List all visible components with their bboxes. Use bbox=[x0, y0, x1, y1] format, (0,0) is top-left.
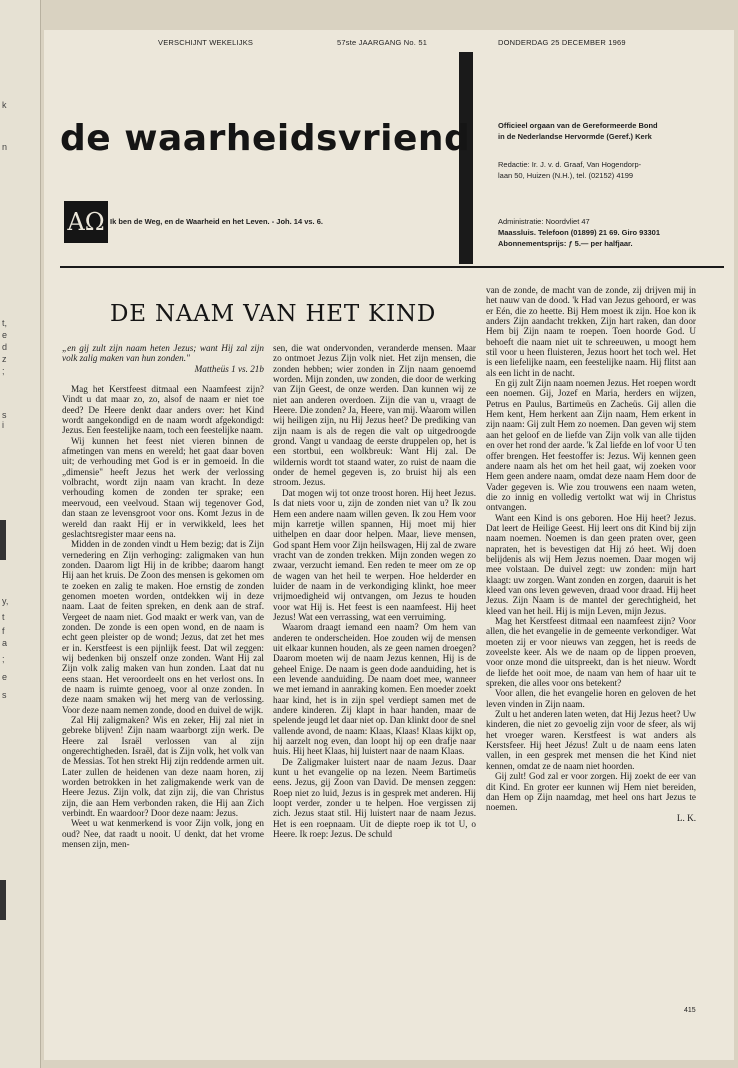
margin-mark: z bbox=[2, 354, 7, 364]
masthead-motto: Ik ben de Weg, en de Waarheid en het Leven. - Joh. 14 vs. 6. bbox=[110, 217, 323, 226]
margin-mark: f bbox=[2, 626, 5, 636]
organ-info bbox=[498, 120, 658, 142]
margin-mark: s bbox=[2, 410, 7, 420]
organ-line: in de Nederlandse Hervormde (Geref.) Kerk bbox=[498, 132, 652, 141]
admin-line: Maassluis. Telefoon (01899) 21 69. Giro 93301 bbox=[498, 228, 661, 237]
volume-label: 57ste JAARGANG No. 51 bbox=[337, 38, 428, 47]
quote-source: Mattheüs 1 vs. 21b bbox=[194, 363, 264, 374]
paragraph: Waarom draagt iemand een naam? Om hem van anderen te onderscheiden. Hoe zouden wij de mensen uit elkaar kunnen houden, als ze geen namen droegen? Daarom moeten wij de naam Jezus kennen, Hij is de geheel Enige. De naam is geen dode aanduiding, het is een levende aanduiding. De naam doet mee, wanneer we met iemand in aanraking komen. Een moeder zoekt haar kind, het is in zijn spel verdiept samen met de andere kinderen. Zij klapt in haar handen, maar de spelende jeugd let daar niet op. Dan klinkt door de snel vallende avond, de naam: Klaas, Klaas! Klaas kijkt op, hij aarzelt nog even, dan loopt hij op een drafje naar huis. Hij heet Klaas, hij luistert naar de naam Klaas. bbox=[273, 622, 476, 757]
editor-line: laan 50, Huizen (N.H.), tel. (02152) 4199 bbox=[498, 171, 634, 180]
alpha-omega-logo bbox=[64, 201, 108, 243]
opening-quote: „en gij zult zijn naam heten Jezus; want Hij zal zijn volk zalig maken van hun zonden." bbox=[62, 343, 264, 364]
margin-mark: y, bbox=[2, 596, 9, 606]
margin-mark: ; bbox=[2, 366, 5, 376]
margin-mark: e bbox=[2, 672, 8, 682]
adjacent-page-strip bbox=[0, 0, 41, 1068]
author-signature: L. K. bbox=[676, 812, 696, 823]
margin-mark: t, bbox=[2, 318, 8, 328]
admin-line: Administratie: Noordvliet 47 bbox=[498, 217, 590, 226]
margin-mark: a bbox=[2, 638, 8, 648]
margin-mark: ; bbox=[2, 654, 5, 664]
editor-info bbox=[498, 159, 641, 181]
margin-mark: i bbox=[2, 420, 4, 430]
paragraph: Gij zult! God zal er voor zorgen. Hij zoekt de eer van dit Kind. En groter eer kunnen wij Hem niet bereiden, dan Hem op Zijn naamdag, met heel ons hart Jezus te noemen. bbox=[486, 771, 696, 813]
margin-mark: d bbox=[2, 342, 8, 352]
margin-mark: e bbox=[2, 330, 8, 340]
paragraph: De Zaligmaker luistert naar de naam Jezus. Daar kunt u het evangelie op na lezen. Neem Bartimeüs eens. Jezus, gij Zoon van David. De mensen zeggen: Roep niet zo luid, Jezus is in gesprek met anderen. Hij loopt verder, zonder u te helpen. Hoe vergissen zij zich. Jezus staat stil. Hij luistert naar de naam Jezus. Het is een roepnaam. Uit de diepte roep ik tot U, o Heere. Ik roep: Jezus. De schuld bbox=[273, 756, 476, 840]
frequency-label: VERSCHIJNT WEKELIJKS bbox=[158, 38, 254, 47]
margin-bar bbox=[0, 520, 6, 560]
paragraph: van de zonde, de macht van de zonde, zij drijven mij in het nauw van de dood. 'k Had van Jezus gehoord, er was er Eén, die zo heette. Bij Hem moest ik zijn. Hoe kon ik anders Zijn aandacht trekken, Zijn hart raken, dan door Hem bij Zijn naam te roepen. Toen hoorde God. U behoeft die naam niet uit te schreeuwen, u moogt hem stil voor u heen fluisteren, Jezus hoort het toch wel. Het is een liefelijke naam, een feestelijke naam. Hij flitst aan als een licht in de nacht. bbox=[486, 285, 696, 378]
margin-mark: s bbox=[2, 690, 7, 700]
paragraph: Zult u het anderen laten weten, dat Hij Jezus heet? Uw kinderen, die niet zo gevoelig zijn voor de sfeer, als wij het vroeger waren. Kerstfeest is wat anders als Kerstsfeer. Hij heet Jézus! Zult u de naam eens laten vallen, in een gesprek met mensen die het Kind niet kennen, omdat ze de naam niet hoorden. bbox=[486, 709, 696, 771]
paragraph: Mag het Kerstfeest ditmaal een Naamfeest zijn? Vindt u dat maar zo, zo, alsof de naam er niet toe deed? De Heere denkt daar anders over: het Kind wordt aangekondigd en de naam wordt afgekondigd: Jezus. Een feestelijke naam, toch een feestelijke naam. bbox=[62, 384, 264, 436]
paragraph: sen, die wat ondervonden, veranderde mensen. Maar zo ontmoet Jezus Zijn volk niet. Het zijn mensen, die zonden hebben; wier zonden in Zijn naam genoemd worden. Mijn zonden, uw zonden, die door de werking van Zijn Geest, de onze werden. Dan kunnen wij ze niet aan anderen overdoen. Zijn die van u, vraagt de Heere. Die zonden? Ja, Heere, van mij. Waarom willen wij heiligen zijn, nu Hij Jezus heet? De prediking van zijn naam is als de regen die valt op uitgedroogde grond. Vangt u vandaag de eerste druppelen op, het is een stortbui, een wolkbreuk: Want Hij zal. De wildernis wordt tot staand water, zo ruist de naam die onder de hemel gegeven is, zo bruist hij als een stroom. Jezus. bbox=[273, 343, 476, 488]
paragraph: Dat mogen wij tot onze troost horen. Hij heet Jezus. Is dat niets voor u, zijn de zonden niet van u? Ik zou Hem een andere naam willen geven. Ik zou Hem voor mijn karretje willen spannen, Hij moet mij hier uithelpen en daar door helpen. Maar, lieve mensen, God spant Hem voor Zijn heilswagen, Hij zal de zware vracht van de zonden trekken. Mijn zonden wegen zo zwaar, verzucht iemand. Een reden te meer om ze op de wagen van het heil te werpen. Hoe helderder en luider de naam in de verkondiging klinkt, hoe meer vrijmoedigheid wij ontvangen, om Jezus te houden voor wat Hij is. Het feest is een naamfeest. Hij heet Jezus! Wat een verrassing, wat een verruiming. bbox=[273, 487, 476, 622]
paragraph: Zal Hij zaligmaken? Wis en zeker, Hij zal niet in gebreke blijven! Zijn naam waarborgt zijn werk. De Heere zal Israël verlossen van al zijn ongerechtigheden. Israël, dat is Zijn volk, het volk van de Messias. Tot hen strekt Hij zijn reddende armen uit. Later zullen de heidenen van deze naam horen, zij worden betrokken in het zaligmakende werk van de Heere Jezus. Zijn volk, dat zijn zij, die van Christus zijn, die aan Hem verbonden raken, die Hij aan Zich verbindt. En waardoor? Door deze naam: Jezus. bbox=[62, 715, 264, 819]
margin-bar bbox=[0, 880, 6, 920]
margin-mark: n bbox=[2, 142, 8, 152]
article-title: DE NAAM VAN HET KIND bbox=[110, 301, 437, 327]
admin-line: Abonnementsprijs: ƒ 5.— per halfjaar. bbox=[498, 239, 633, 248]
page-number: 415 bbox=[684, 1007, 696, 1014]
article-column-2 bbox=[273, 343, 476, 840]
issue-date: DONDERDAG 25 DECEMBER 1969 bbox=[498, 38, 626, 47]
paragraph: En gij zult Zijn naam noemen Jezus. Het roepen wordt een noemen. Gij, Jozef en Maria, herders en wijzen, Petrus en Paulus, Bartimeüs en Zacheüs. Gij allen die Hem kent, Hem herkent aan Zijn naam, Hem erkent in zijn naam: Gij zult Hem zo noemen. Dan geven wij stem aan het geloof en de liefde van Zijn volk van alle tijden en over het rond der aarde. 'k Zal liefde en lof voor U ten offer brengen. Het feestoffer is: Jezus. Wij kennen geen andere naam als het om het heil gaat, wij zoeken voor Hem geen andere naam, omdat deze naam Hem door de Vader gegeven is. Wie zou trouwens een naam weten, die zo innig en volledig vertolkt wat wij in Christus ontvangen. bbox=[486, 378, 696, 513]
margin-mark: t bbox=[2, 612, 5, 622]
masthead-rule bbox=[60, 266, 724, 268]
paragraph: Voor allen, die het evangelie horen en geloven de het leven vinden in Zijn naam. bbox=[486, 688, 696, 709]
masthead-title: de waarheidsvriend bbox=[60, 118, 471, 159]
paragraph: Weet u wat kenmerkend is voor Zijn volk, jong en oud? Nee, dat raadt u nooit. U denkt, dat het vrome mensen zijn, men- bbox=[62, 818, 264, 850]
margin-mark: k bbox=[2, 100, 7, 110]
editor-line: Redactie: Ir. J. v. d. Graaf, Van Hogendorp- bbox=[498, 160, 642, 169]
organ-line: Officieel orgaan van de Gereformeerde Bond bbox=[498, 121, 658, 130]
paragraph: Wij kunnen het feest niet vieren binnen de afmetingen van mens en wereld; het gaat daar boven uit; de verhouding met God is er in gemoeid. In die „dimensie" heeft Jezus het werk der verlossing volbracht, wordt zijn naam van kracht. In deze verhouding komen de zonden ter sprake; een meervoud, een veelvoud. Staan wij tegenover God, dan staan ze levensgroot voor ons. Komt Jezus in de wereld dan raakt Hij er in verwikkeld, lees het geslachtsregister maar eens na. bbox=[62, 435, 264, 539]
article-column-1 bbox=[62, 343, 264, 850]
paragraph: Mag het Kerstfeest ditmaal een naamfeest zijn? Voor allen, die het evangelie in de gemeente verkondiger. Wat moeten zij er voor nieuws van zeggen, het is reeds de zoveelste keer. Als we de naam op de lippen proeven, voor onze mond die uitspreekt, dan is het nieuw. Wordt de liefde het ooit moe, de naam van hem of haar uit te spreken, die alles voor ons betekent? bbox=[486, 616, 696, 689]
admin-info bbox=[498, 216, 660, 249]
article-column-3 bbox=[486, 285, 696, 823]
paragraph: Want een Kind is ons geboren. Hoe Hij heet? Jezus. Dat leert de Heilige Geest. Hij leert ons dit Kind bij zijn naam noemen. Noemen is dan geen praten over, geen napraten, het is bevestigen dat Hij zó heet. Wij doen belijdenis als wij Hem Jezus noemen. Daar mogen wij mee volstaan. De duivel zegt: uw zonden: mijn hart klaagt: uw zorgen. Want zonden en zorgen, daaruit is het kleed van ons leven geweven, draad voor draad. Hij heet Jezus. Zijn Naam is de mantel der gerechtigheid, het kleed van het heil. Hij is mijn Leven, mijn Jezus. bbox=[486, 512, 696, 616]
paragraph: Midden in de zonden vindt u Hem bezig; dat is Zijn vernedering en Zijn verhoging: zaligmaken van hun zonden. Daarom ligt Hij in de kribbe; daarom hangt Hij aan het kruis. De Zoon des mensen is gekomen om te zoeken en zalig te maken. Hoe ernstig de zonden genomen moeten worden, ontdekken wij in deze naam. Laat de feiten spreken, en denk aan de straf. Vergeet de naam niet. God maakt er werk van, van de zonden. De zonde is een open wond, en de naam is echt geen pleister op de wond; Jezus, dat zet het mes er in. Kerstfeest is een pijnlijk feest. Dat wil zeggen: wij bedenken bij onszelf onze zonden. Want Hij zal Zijn volk zalig maken van hun zonden. Laat dat nu eens staan. Het veroordeelt ons en het verlost ons. In de naam is ruimte genoeg, voor al onze zonden. In deze naam smaken wij het merg van de verlossing. Voor deze naam nemen zonde, dood en duivel de wijk. bbox=[62, 539, 264, 715]
logo-text: AΩ bbox=[67, 208, 105, 236]
